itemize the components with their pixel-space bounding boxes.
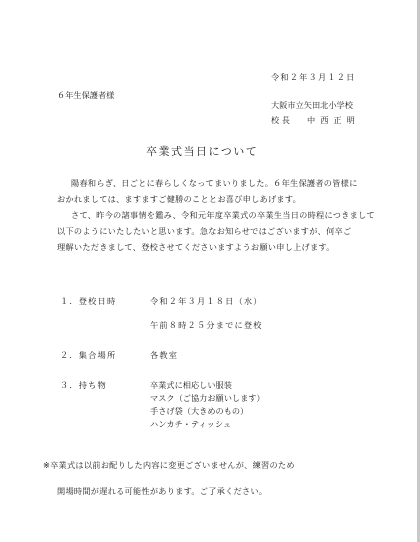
document-title: 卒業式当日について	[146, 145, 259, 158]
item-value: 卒業式に相応しい服装	[150, 380, 232, 390]
body-line: おかれましては、ますますご健勝のこととお喜び申しあげます。	[57, 194, 302, 204]
item-label: ３．持ち物	[60, 380, 107, 390]
item-value: マスク（ご協力お願いします）	[150, 393, 265, 403]
item-label: ２．集合場所	[60, 350, 117, 360]
note-line: 開場時間が遅れる可能性があります。ご了承ください。	[57, 486, 268, 496]
body-line: 以下のようにいたしたいと思います。急なお知らせではございますが、何卒ご	[57, 226, 352, 236]
item-value: 令和２年３月１８日（水）	[150, 296, 263, 306]
item-value: 手さげ袋（大きめのもの）	[150, 406, 249, 416]
school-name: 大阪市立矢田北小学校	[271, 100, 353, 110]
principal-title: 校 長	[271, 115, 290, 125]
recipient: ６年生保護者様	[57, 90, 115, 100]
item-value: 各教室	[150, 350, 179, 360]
item-label: １．登校日時	[60, 296, 117, 306]
body-line: 陽春和らぎ、日ごとに春らしくなってまいりました。６年生保護者の皆様に	[71, 178, 358, 188]
body-line: 理解いただきまして、登校させてくださいますようお願い申し上げます。	[57, 242, 335, 252]
note-line: ※卒業式は以前お配りした内容に変更ございませんが、練習のため	[43, 460, 295, 470]
principal-name: 中 西 正 明	[307, 115, 356, 125]
document-date: 令和２年３月１２日	[271, 72, 356, 82]
item-value: ハンカチ・ティッシュ	[150, 419, 232, 429]
item-value: 午前８時２５分までに登校	[150, 320, 263, 330]
body-line: さて、昨今の諸事情を鑑み、令和元年度卒業式の卒業生当日の時程につきまして	[71, 210, 375, 220]
